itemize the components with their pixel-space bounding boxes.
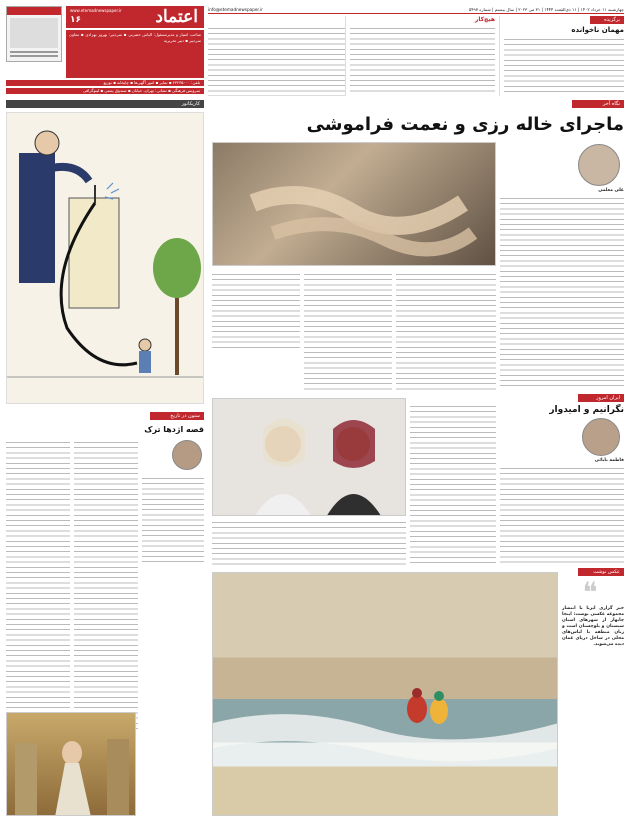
section-label-iran-emrooz: ایران امروز — [578, 394, 624, 402]
top-article-right-title: مهمان ناخوانده — [571, 26, 624, 34]
main-author-name: علی معلمی — [598, 188, 624, 193]
second-article-mid-col — [410, 404, 496, 564]
second-author-name: فاطمه بابائی — [594, 458, 624, 463]
masthead-thumbnail — [6, 6, 62, 62]
top-article-right — [504, 16, 624, 96]
quote-mark-icon: ❝ — [582, 576, 598, 609]
painting-image — [6, 712, 136, 816]
section-label-karikator: کاریکاتور — [6, 100, 204, 108]
second-article-photo — [212, 398, 406, 516]
main-article-body-col-1 — [396, 272, 496, 390]
second-article-right-col — [500, 466, 624, 566]
address-bar: تلفن: ۴۳۲۳۵۰۰۰ ▪ نمابر ▪ امور آگهی‌ها ▪ چاپخانه ▪ توزیع — [6, 80, 204, 86]
logo-bar — [66, 6, 204, 28]
top-article-left — [208, 16, 346, 96]
left-article-col-3 — [6, 440, 70, 710]
top-article-middle-body — [350, 26, 495, 92]
second-article-photo-caption-text — [212, 520, 406, 566]
section-label-bargozideh: برگزیده — [590, 16, 624, 24]
page-number: ۱۶ — [70, 15, 81, 25]
website-url[interactable]: www.etemadnewspaper.ir — [70, 8, 122, 13]
section-label-sotoon: ستون در تاریخ — [150, 412, 204, 420]
main-author-photo — [578, 144, 620, 186]
top-article-right-body — [504, 37, 624, 95]
email-address[interactable]: info@etemadnewspaper.ir — [208, 7, 263, 12]
main-article-right-column — [500, 196, 624, 390]
left-article-col-2 — [74, 440, 138, 730]
subscription-bar: سرویس فرهنگی ▪ نشانی: تهران، خیابان ▪ صندوق پستی ▪ لیتوگرافی — [6, 88, 204, 94]
main-headline: ماجرای خاله رزی و نعمت فراموشی — [306, 114, 624, 135]
top-article-left-body — [208, 26, 345, 96]
section-label-akshayeh: عکس نوشت — [578, 568, 624, 576]
main-article-photo — [212, 142, 496, 266]
cartoon-image — [6, 112, 204, 404]
left-article-headline: قصه اژدها ترک — [144, 425, 204, 434]
newspaper-logo: اعتماد — [155, 7, 198, 27]
top-article-middle — [350, 16, 500, 96]
second-author-photo — [582, 418, 620, 456]
main-article-body-col-2 — [304, 272, 392, 390]
section-label-negah-akhar: نگاه آخر — [572, 100, 624, 108]
photo-caption-column: خبر گزاری ایرنا با انتشار مجموعه عکسی نوشت: اینجا چابهار از شهرهای استان سیستان و بلوچستان است و زنان منطقه با لباس‌های محلی در ساحل دریای عمان دیده می‌شوند. — [562, 606, 624, 647]
left-author-photo — [172, 440, 202, 470]
date-line: چهارشنبه ۱۱ خرداد ۱۴۰۲ | ۱۱ ذی‌القعده ۱۴۴۴ | ۳۱ می ۲۰۲۳ | سال بیستم | شماره ۵۴۹۷ info@etemadnewspaper.ir — [208, 7, 624, 12]
staff-box: صاحب امتیاز و مدیرمسئول: الیاس حضرتی ▪ سردبیر: بهروز بهزادی ▪ معاون سردبیر ▪ دبیر تحریریه — [66, 30, 204, 78]
sea-photo — [212, 572, 558, 816]
left-article-col-1 — [142, 476, 204, 566]
top-article-middle-title: هیچ‌کار — [474, 16, 495, 23]
main-article-body-col-3 — [212, 272, 300, 352]
second-headline: نگرانیم و امیدوار — [549, 405, 624, 415]
